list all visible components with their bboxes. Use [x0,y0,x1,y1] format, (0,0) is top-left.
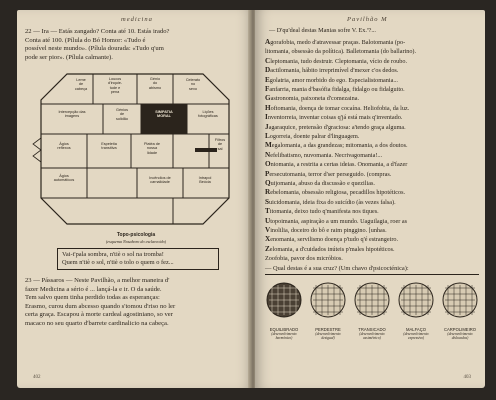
mania-entry [265,217,407,226]
mania-entry [265,141,408,150]
mania-entry [265,226,387,235]
entry-initial: C [265,56,271,65]
entry-text: gorafobia, medo d'atravessar praças. Balotomania (po- [270,39,406,46]
brain-circle-icon [352,280,392,320]
motto-line: Quem n'tiè o sol, n'tiè o tolo o quem o fez... [62,259,174,266]
left-running-head: medicina [121,16,153,23]
cell-label-9: Espeletia transitiva [101,142,117,151]
text-line: fazer Medicina a sério é ... lançá-la e ir. O da saúde. [25,285,162,293]
entry-initial: J [265,122,269,131]
temperament-figure [439,280,481,340]
mania-entry [265,104,409,113]
question-1: — D'qu'deal destas Manias sofre V. Ex.ª?... [269,27,376,34]
entry-initial: P [265,169,270,178]
entry-text: golatria, amor morbido do ego. Especialistomania... [269,76,398,84]
brain-circle-icon [396,280,436,320]
entry-text: itomania, deixo tudo q'manifesta nos tiques. [269,208,379,216]
motto-line: Vai-t'pala sombra, n'tiè o sol na tromba! [62,251,164,258]
text-line: possível neste mundo». (Pílula dourada: «Tudo q'um [25,45,164,53]
temperament-figure [263,280,305,340]
entry-text: egalomania, a das grandezas; mitomania, a dos doutos. [271,142,408,150]
cell-label-14: Intrapol Beócia [198,176,212,185]
temperament-figure [395,280,437,340]
topo-psychology-diagram [23,72,249,244]
entry-initial: D [265,66,271,75]
right-running-head: Pavilhão M [347,16,388,23]
mania-entry [265,254,343,263]
entry-initial: I [265,113,268,122]
entry-initial: Z [265,244,270,253]
entry-text: anfarria, mania d'basófia fidalga, fidalgo ou fidalguito. [269,86,405,93]
temperament-name: CARPOLIMEIRO [443,327,477,332]
temperament-subtitle: (desenvolvimento assimétrico) [359,332,385,340]
motto-box [57,248,219,270]
entry-initial: S [265,197,269,206]
diagram-subtitle: (esquema Nosaboro do esclarecido) [105,239,167,244]
text-line: 23 — Pássaros — Neste Pavilhão, a melhor maneira d' [25,277,170,284]
mania-entry [265,47,416,56]
entry-initial: H [265,103,271,112]
temperament-name: TRANSICADO [358,327,386,332]
cell-label-0: Leme de cabeça [74,78,88,91]
entry-text: oftomania, doença de tomar cocaína. Heliofobia, da luz. [270,104,410,112]
text-line: 22 — Ira — Estás zangado? Conta até 10. Estás irado? [25,28,170,35]
entry-text: topoimania, aspiração a um mundo. Uaguilagia, roer as [270,217,407,225]
text-line: pode ser pior». (Pílula calmante). [25,53,113,61]
mania-entry [265,85,405,94]
entry-initial: A [265,38,271,46]
cell-label-5: Génios de solidão [115,108,129,121]
entry-initial: R [265,188,271,197]
entry-initial: G [265,94,271,103]
text-line: certa graça. Escapou à morte cardeal agostiniano, so ver [25,311,173,319]
mania-entry [265,94,359,103]
mania-entry [265,235,398,244]
cell-label-6: SIMPATIA MORAL [155,110,173,119]
entry-text: efelibatismo, nuvomania. Necrivagomania!... [270,151,383,159]
entry-text: Zoofobia, pavor dos micróbios. [265,255,343,263]
mania-entry [265,160,407,169]
cell-label-2: Génio do abismo [148,77,162,90]
temperament-subtitle: (desenvolvimento harmónico) [271,332,297,340]
entry-text: litomania, obsessão da política). Balletomania (do ballarino). [265,48,417,56]
entry-text: uijomania, abuso da discussão e quezilias. [270,180,375,187]
text-line: macaco no seu quarto d'barrete cardinalicio na cabeça. [25,320,169,327]
entry-initial: X [265,235,271,244]
temperament-name: PERDESTRE [315,327,341,332]
mania-entry [265,123,406,132]
entry-initial: E [265,75,270,84]
mania-entry [265,38,405,47]
entry-initial: Q [265,179,271,187]
temperament-subtitle: (desenvolvimento dislocados) [447,332,473,340]
entry-text: nventorreia, inventar coisas q'já está mais q'inventado. [267,114,403,122]
brain-circle-icon [440,280,480,320]
text-line: Tem salvo quem tinha perdido todas as esperanças: [25,294,160,302]
temperament-subtitle: (desenvolvimento desigual) [315,332,341,340]
text-line: Conta até 100. (Pílula do Bó Homor: «Tudo é [25,36,146,44]
temperament-subtitle: (desenvolvimento expressivo) [403,332,429,340]
entry-text: agaraquice, pretensão d'graciosa: a'tendo graça alguma. [268,123,406,131]
entry-text: inolilia, doceiro do bô e raim pinggino. [unhas. [270,227,387,234]
entry-text: astronomia, paixoneta d'comezaina. [270,95,359,103]
entry-text: ogorreia, doente palrar d'linguagem. [269,133,360,140]
entry-initial: F [265,85,270,93]
cell-label-8: Ágios reflexos [57,142,71,151]
entry-text: uicidomania, ideia fixa do suicídio (às vezes falsa). [269,198,396,206]
entry-initial: M [265,141,272,150]
entry-initial: N [265,150,271,159]
mania-entry [265,151,382,160]
left-folio: 402 [33,375,41,380]
mania-entry [265,132,359,141]
entry-initial: O [265,160,271,169]
left-page [17,10,253,388]
temperament-figure [307,280,349,340]
entry-text: niomania, a restrita a certas ideias. Onomania, a d'fazer [270,161,408,169]
entry-initial: L [265,132,270,140]
question-2: — Qual destas é a sua cruz? (Um chavo d'psicocténica): [265,265,409,272]
cell-label-11: Filtros de sal [214,138,226,151]
brain-circle-icon [308,280,348,320]
temperament-name: MALFAÇO [405,327,426,332]
divider [265,274,479,275]
cell-label-3: Celerato no sexo [185,78,201,91]
entry-initial: T [265,207,270,216]
mania-entry [265,66,398,75]
entry-text: ebelomania, obsessão religiosa, pecadillos hipotéticos. [270,189,406,197]
entry-initial: U [265,216,271,225]
mania-entry [265,188,405,197]
mania-entry [265,179,375,188]
cell-label-1: Loucos d'inquie- tude e pena [107,77,123,95]
mania-entry [265,198,396,207]
entry-text: ersecutomania, terror d'ser perseguido. (compras. [269,170,392,178]
entry-text: leptomania, tudo destruir. Cleptomania, vício de roubo. [270,57,407,65]
entry-text: elomania, a d'cuidados inúteis p'males hipotéticos. [269,245,395,253]
mania-entry [265,57,407,66]
right-page [255,10,485,388]
entry-initial: V [265,226,271,234]
mania-entry [265,170,391,179]
text-line: Erasmo, curou dum abcesso quando s'tomou d'riso no ler [25,302,176,310]
temperament-figure [351,280,393,340]
diagram-title: Topo-psicologia [116,232,156,238]
cell-label-4: Intercepção das imagens [58,110,86,119]
mania-entry [265,76,398,85]
mania-entry [265,113,402,122]
mania-entry [265,207,379,216]
cell-label-10: Platéa de nossa lidade [143,142,161,155]
right-folio: 403 [463,375,471,380]
entry-text: actilomania, hábito irreprimível d'mexer c'os dedos. [270,67,399,75]
cell-label-12: Ágios automáticos [53,174,75,183]
brain-circle-icon [264,280,304,320]
entry-text: enomania, servilismo doença p'tudo q'é estrangeiro. [270,236,399,244]
temperament-name: EQUILIBRADO [269,327,299,332]
mania-entry [265,245,395,254]
cell-label-7: Lições fotográficas [198,110,218,119]
cell-label-13: Incêndios de carnalidade [149,176,171,185]
